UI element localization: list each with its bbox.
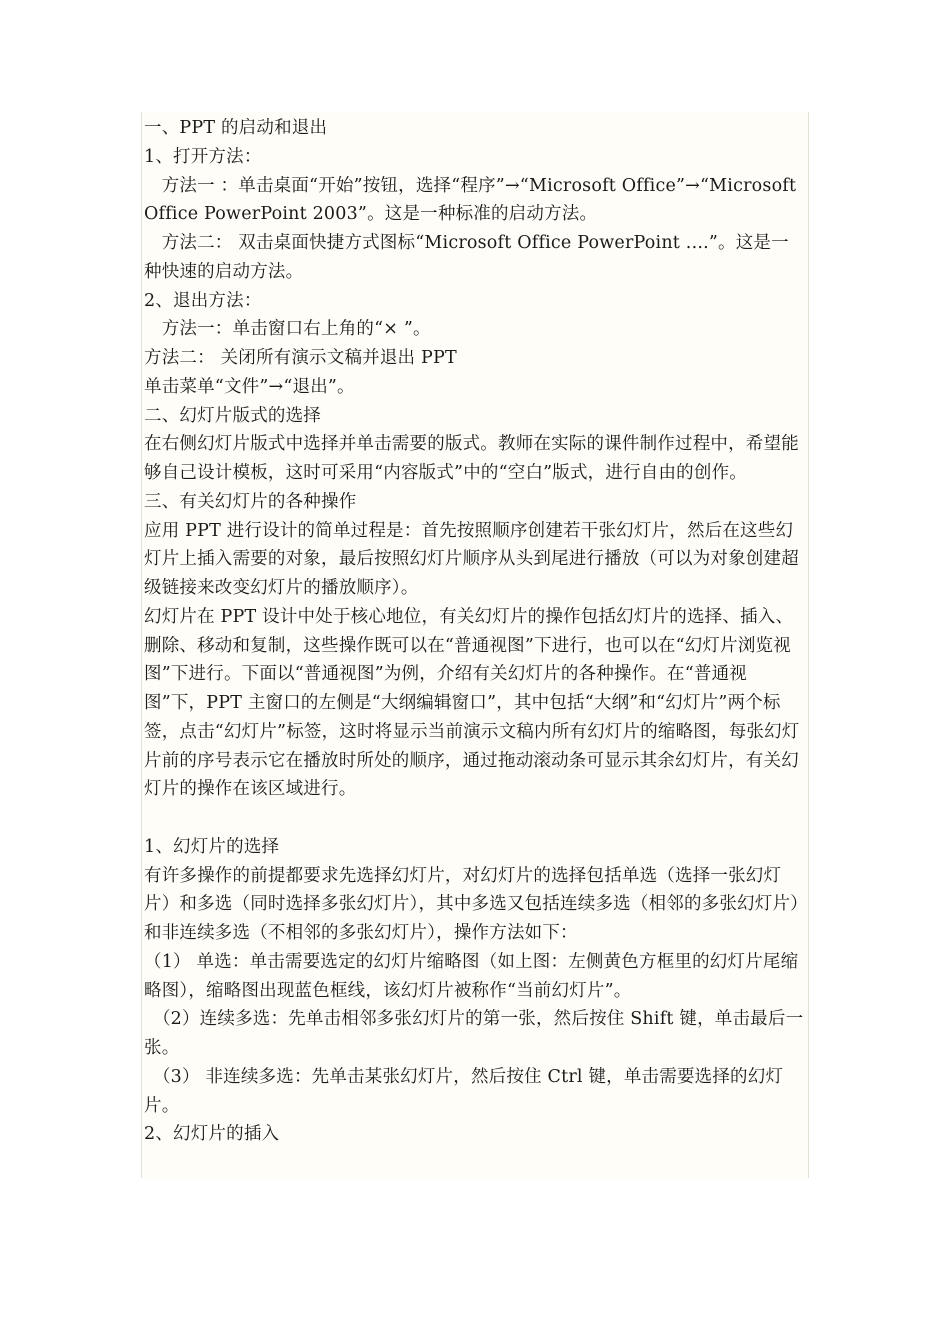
paragraph-slide-layout: 在右侧幻灯片版式中选择并单击需要的版式。教师在实际的课件制作过程中，希望能够自己设计模板，这时可采用“内容版式”中的“空白”版式，进行自由的创作。	[144, 434, 799, 483]
subheading-exit-methods: 2、退出方法：	[144, 290, 262, 311]
blank-line	[144, 804, 806, 833]
paragraph-slide-core: 幻灯片在 PPT 设计中处于核心地位，有关幻灯片的操作包括幻灯片的选择、插入、删除、移动和复制，这些操作既可以在“普通视图”下进行，也可以在“幻灯片浏览视图”下进行。下面以“普通视图”为例，介绍有关幻灯片的各种操作。在“普通视图”下，PPT 主窗口的左侧是“大纲编辑窗口”，其中包括“大纲”和“幻灯片”两个标签，点击“幻灯片”标签，这时将显示当前演示文稿内所有幻灯片的缩略图，每张幻灯片前的序号表示它在播放时所处的顺序，通过拖动滚动条可显示其余幻灯片，有关幻灯片的操作在该区域进行。	[144, 606, 800, 800]
paragraph-open-method-1: 方法一 ：单击桌面“开始”按钮，选择“程序”→“Microsoft Office”→“Microsoft Office PowerPoint 2003”。这是一种标准的启动方法。	[144, 175, 797, 225]
heading-slide-operations: 三、有关幻灯片的各种操作	[144, 491, 357, 512]
paragraph-open-method-2: 方法二： 双击桌面快捷方式图标“Microsoft Office PowerPoint ....”。这是一种快速的启动方法。	[144, 233, 789, 282]
paragraph-exit-menu: 单击菜单“文件”→“退出”。	[144, 376, 355, 397]
subheading-slide-insert: 2、幻灯片的插入	[144, 1124, 280, 1145]
paragraph-selection-intro: 有许多操作的前提都要求先选择幻灯片，对幻灯片的选择包括单选（选择一张幻灯片）和多选（同时选择多张幻灯片），其中多选又包括连续多选（相邻的多张幻灯片）和非连续多选（不相邻的多张幻灯片），操作方法如下：	[144, 865, 800, 943]
heading-ppt-start-exit: 一、PPT 的启动和退出	[144, 118, 328, 138]
paragraph-noncontinuous-select: （3） 非连续多选：先单击某张幻灯片，然后按住 Ctrl 键，单击需要选择的幻灯片。	[144, 1066, 784, 1116]
paragraph-design-process: 应用 PPT 进行设计的简单过程是：首先按照顺序创建若干张幻灯片，然后在这些幻灯片上插入需要的对象，最后按照幻灯片顺序从头到尾进行播放（可以为对象创建超级链接来改变幻灯片的播放顺序）。	[144, 520, 799, 598]
document-body	[144, 114, 806, 1149]
subheading-slide-selection: 1、幻灯片的选择	[144, 836, 280, 857]
paragraph-exit-method-2: 方法二： 关闭所有演示文稿并退出 PPT	[144, 348, 457, 368]
paragraph-exit-method-1: 方法一：单击窗口右上角的“× ”。	[144, 319, 431, 340]
paragraph-continuous-select: （2）连续多选：先单击相邻多张幻灯片的第一张，然后按住 Shift 键，单击最后一张。	[144, 1009, 804, 1058]
paragraph-single-select: （1） 单选：单击需要选定的幻灯片缩略图（如上图：左侧黄色方框里的幻灯片尾缩略图），缩略图出现蓝色框线，该幻灯片被称作“当前幻灯片”。	[144, 951, 799, 1001]
heading-slide-layout: 二、幻灯片版式的选择	[144, 405, 321, 426]
subheading-open-methods: 1、打开方法：	[144, 146, 262, 167]
